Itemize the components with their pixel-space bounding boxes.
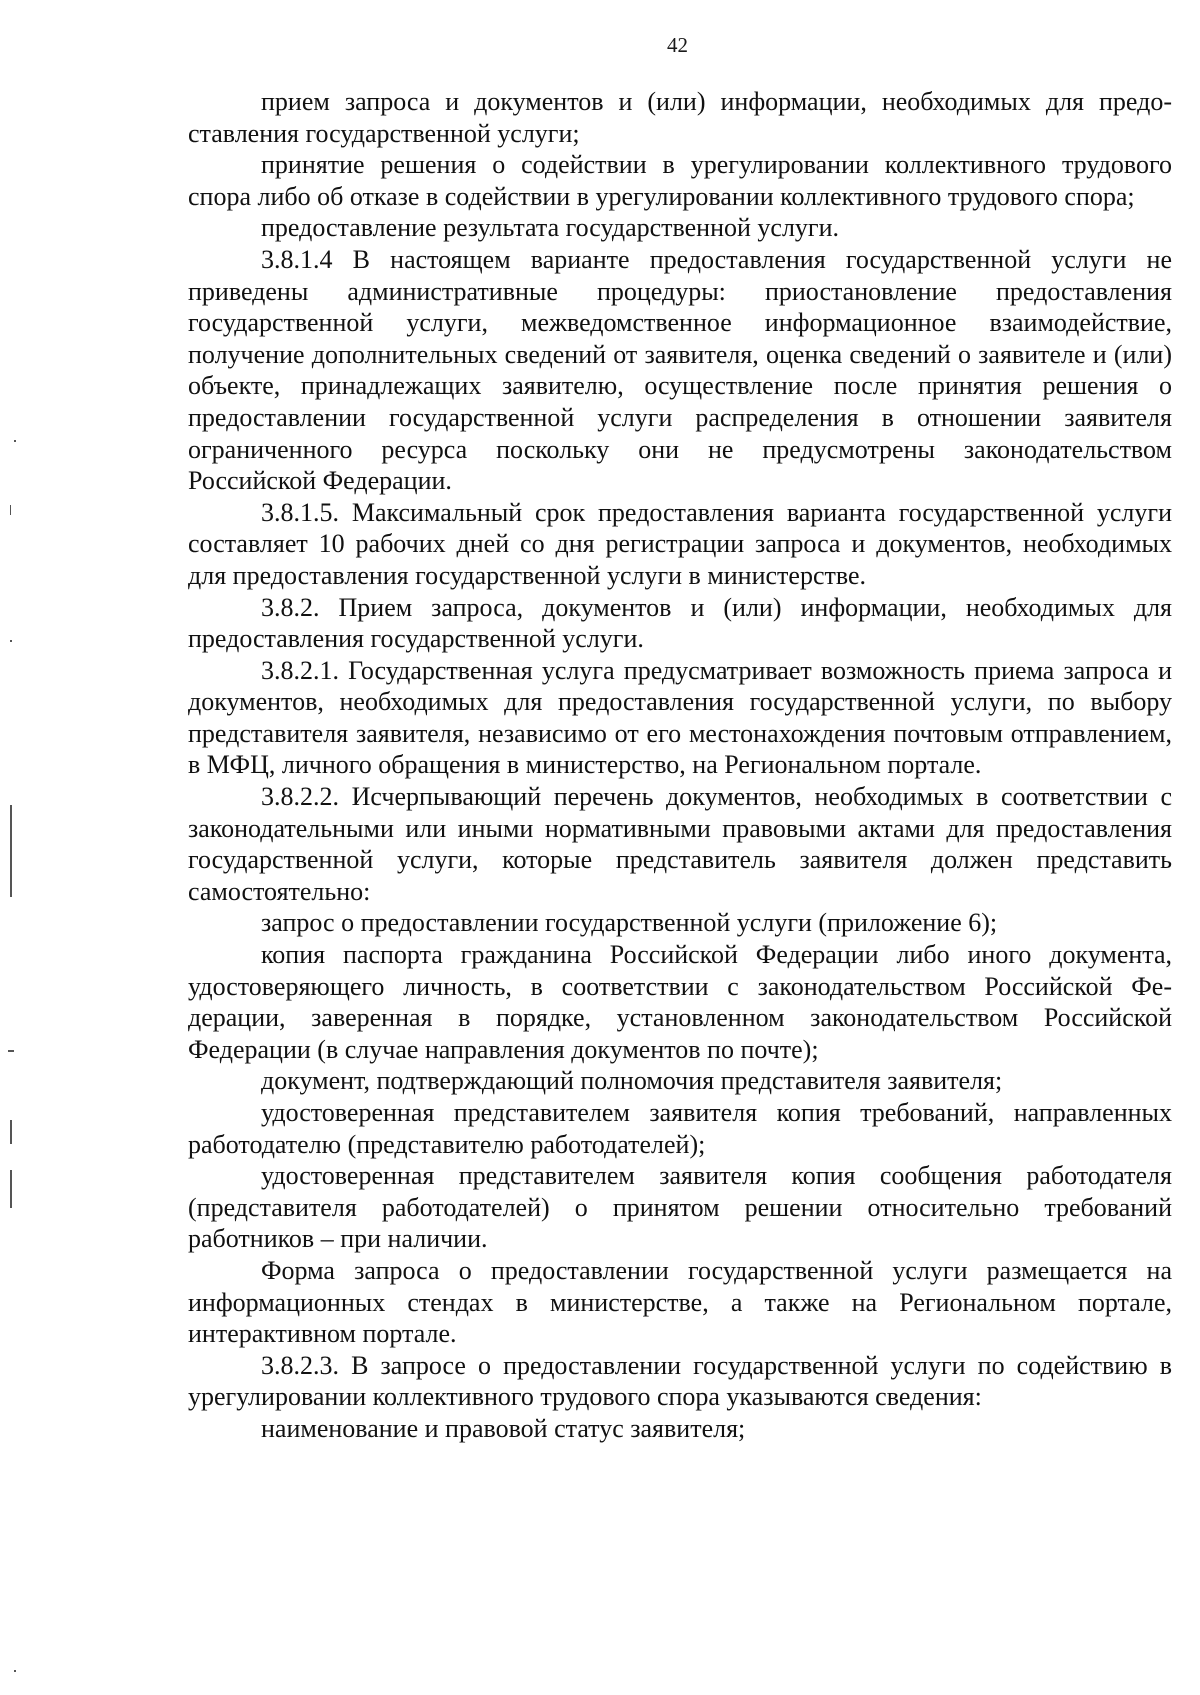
scan-mark: [14, 440, 16, 442]
scan-mark: [10, 1170, 12, 1208]
paragraph: удостоверенная представителем заявителя копия сообщения работодателя (представителя работодателей) о принятом решении относительно требований работников – при наличии.: [188, 1161, 1172, 1254]
paragraph: предоставление результата государственной услуги.: [261, 213, 840, 243]
scan-mark: [10, 640, 12, 642]
paragraph: копия паспорта гражданина Российской Федерации либо иного документа, удостоверяющего личность, в соответствии с законодательством Российской Федерации, заверенная в порядке, установленном законодательством Российской Федерации (в случае направления документов по почте);: [188, 940, 1172, 1064]
paragraph: 3.8.2.2. Исчерпывающий перечень документов, необходимых в соответствии с законодательными или иными нормативными правовыми актами для предоставления государственной услуги, которые представитель заявителя должен представить самостоятельно:: [188, 782, 1172, 906]
scan-mark: [14, 1670, 16, 1672]
paragraph: 3.8.1.4 В настоящем варианте предоставления государственной услуги не приведены административные процедуры: приостановление предоставления государственной услуги, межведомственное информационное взаимодействие, получение дополнительных сведений от заявителя, оценка сведений о заявителе и (или) объекте, принадлежащих заявителю, осуществление после принятия решения о предоставлении государственной услуги распределения в отношении заявителя ограниченного ресурса поскольку они не предусмотрены законодательством Российской Федерации.: [188, 244, 1172, 496]
paragraph: 3.8.2. Прием запроса, документов и (или) информации, необходимых для предоставления государственной услуги.: [188, 592, 1172, 654]
paragraph: 3.8.2.1. Государственная услуга предусматривает возможность приема запроса и документов, необходимых для предоставления государственной услуги, по выбору представителя заявителя, независимо от его местонахождения почтовым отправлением, в МФЦ, личного обращения в министерство, на Региональном портале.: [188, 655, 1172, 780]
paragraph: прием запроса и документов и (или) информации, необходимых для предоставления государственной услуги;: [188, 87, 1172, 148]
document-body: [188, 86, 1172, 1445]
paragraph: 3.8.1.5. Максимальный срок предоставления варианта государственной услуги составляет 10 рабочих дней со дня регистрации запроса и документов, необходимых для предоставления государственной услуги в министерстве.: [188, 497, 1172, 590]
scan-mark: [8, 1050, 14, 1052]
paragraph: Форма запроса о предоставлении государственной услуги размещается на информационных стендах в министерстве, а также на Региональном портале, интерактивном портале.: [188, 1255, 1172, 1349]
paragraph: наименование и правовой статус заявителя;: [261, 1413, 746, 1443]
scan-mark: [10, 805, 12, 897]
page-number: 42: [667, 33, 688, 57]
paragraph: 3.8.2.3. В запросе о предоставлении государственной услуги по содействию в урегулировании коллективного трудового спора указываются сведения:: [188, 1350, 1172, 1412]
paragraph: запрос о предоставлении государственной услуги (приложение 6);: [261, 908, 998, 938]
paragraph: удостоверенная представителем заявителя копия требований, направленных работодателю (представителю работодателей);: [188, 1098, 1172, 1159]
paragraph: документ, подтверждающий полномочия представителя заявителя;: [261, 1066, 1003, 1096]
paragraph: принятие решения о содействии в урегулировании коллективного трудового спора либо об отказе в содействии в урегулировании коллективного трудового спора;: [188, 150, 1172, 211]
scan-mark: [10, 505, 11, 515]
scan-mark: [10, 1120, 12, 1144]
